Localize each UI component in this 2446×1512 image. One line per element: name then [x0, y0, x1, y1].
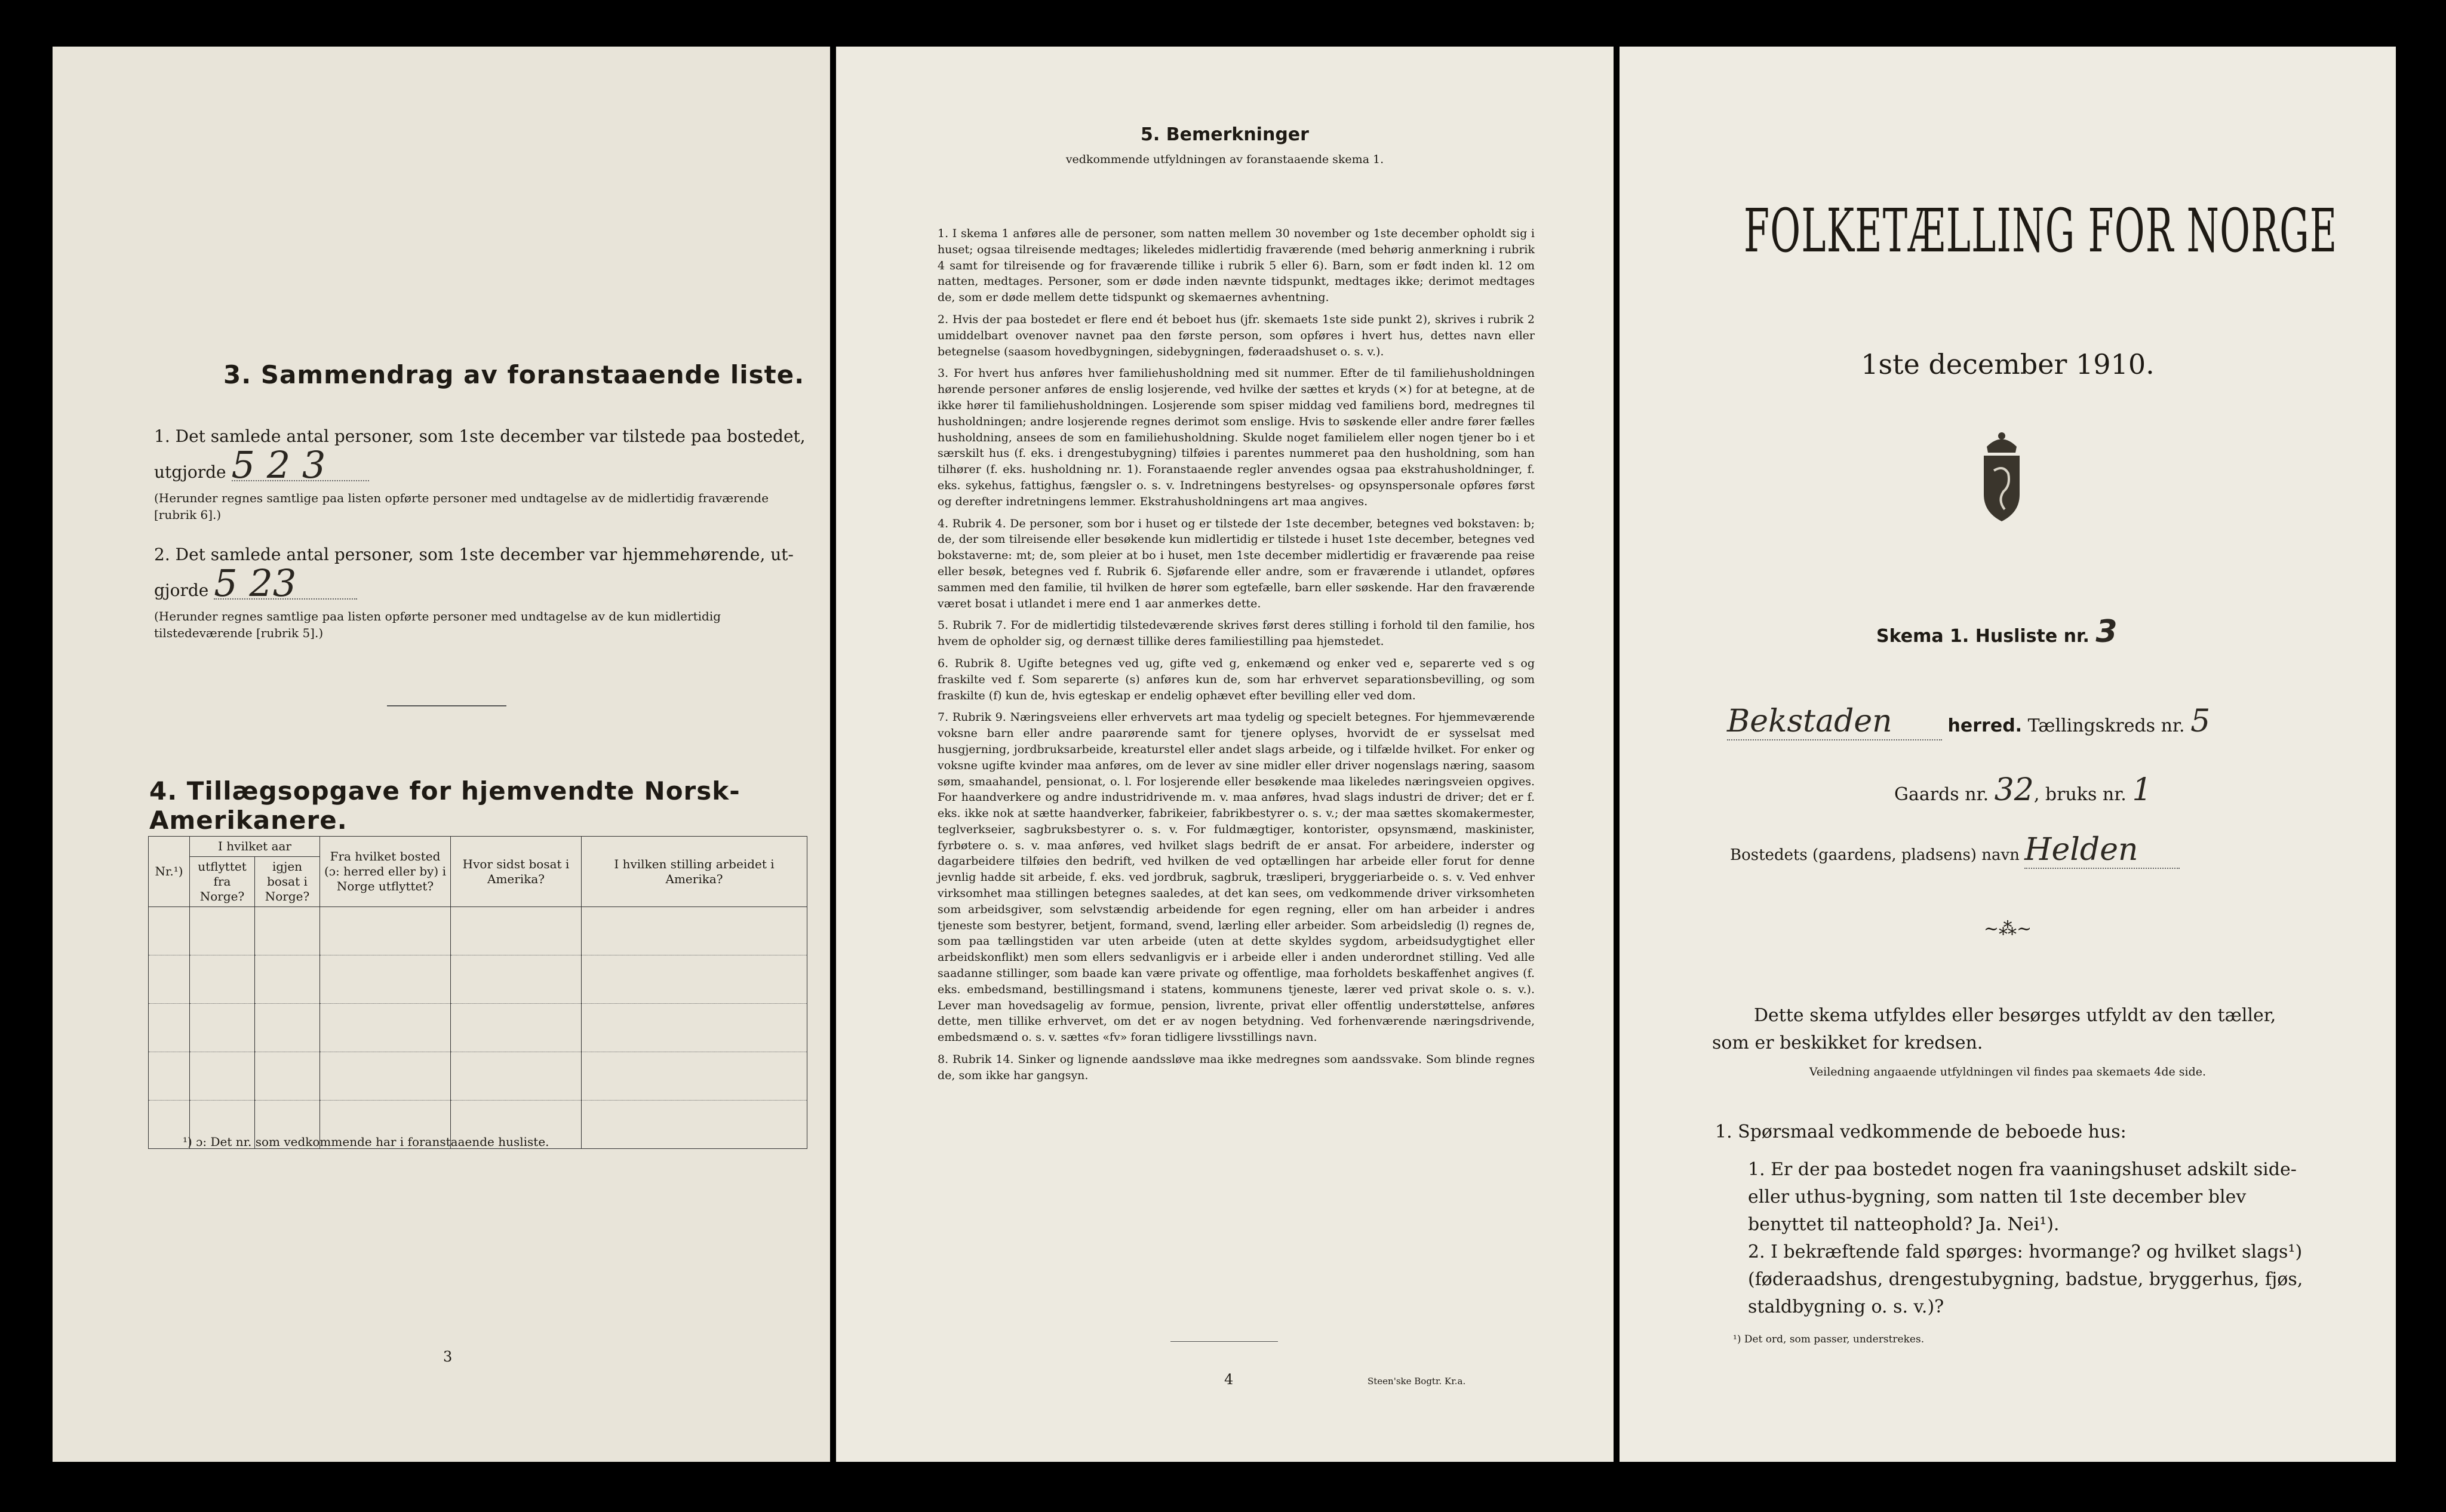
- table-row: [149, 1004, 807, 1052]
- intro-note: Veiledning angaaende utfyldningen vil findes paa skemaets 4de side.: [1809, 1065, 2207, 1078]
- page-number: 4: [1224, 1371, 1234, 1388]
- remark-paragraph: 3. For hvert hus anføres hver familiehusholdning med sit nummer. Efter de til familiehusholdningen hørende personer anføres de enslig losjerende, ved hvilke der sættes et kryds (×) for at betegne, at de ikke hører til familiehusholdningen. Losjerende som spiser middag ved familiens bord, medregnes til husholdningen; andre losjerende regnes derimot som enslige. Hvis to søskende eller andre fører fælles husholdning, ansees de som en familiehusholdning. Skulde noget familielem eller nogen tjener bo i et særskilt hus (f. eks. i drengestubygning) tilføies i parentes nummeret paa den husholdning, som han tilhører (f. eks. husholdning nr. 1). Foranstaaende regler anvendes ogsaa paa ekstrahusholdninger, f. eks. sykehus, fattighus, fængsler o. s. v. Indretningens bestyrelses- og opsynspersonale opføres først og derefter indretningens lemmer. Ekstrahusholdningens art maa angives.: [938, 367, 1535, 508]
- page-number: 3: [443, 1348, 453, 1365]
- col-group-year: I hvilket aar: [190, 837, 320, 857]
- gaards-label: Gaards nr.: [1894, 784, 1989, 805]
- remark-paragraph: 8. Rubrik 14. Sinker og lignende aandssløve maa ikke medregnes som aandssvake. Som blinde regnes de, som ikke har gangsyn.: [938, 1053, 1535, 1082]
- kreds-value: 5: [2190, 703, 2211, 739]
- question-heading: 1. Spørsmaal vedkommende de beboede hus:: [1715, 1121, 2127, 1142]
- page-1: [1620, 47, 2396, 1462]
- item-2-handwritten: 5 23: [214, 568, 357, 600]
- question-2: 2. I bekræftende fald spørges: hvormange? og hvilket slags¹) (føderaadshus, drengestubygning, badstue, bryggerhus, fjøs, staldbygning o. s. v.)?: [1748, 1241, 2303, 1317]
- ornament-icon: ~⁂~: [1983, 918, 2032, 939]
- bruks-label: , bruks nr.: [2033, 784, 2127, 805]
- item-1-prefix: utgjorde: [154, 462, 226, 482]
- printer-mark: Steen'ske Bogtr. Kr.a.: [1368, 1376, 1466, 1387]
- summary-item-1: [154, 423, 811, 523]
- bosted-label: Bostedets (gaardens, pladsens) navn: [1730, 846, 2020, 864]
- item-2-prefix: gjorde: [154, 580, 209, 600]
- divider: [1170, 1341, 1278, 1342]
- col-from: Fra hvilket bosted (ɔ: herred eller by) i Norge utflyttet?: [320, 837, 451, 907]
- remarks-list: [938, 226, 1535, 1090]
- remark-paragraph: 7. Rubrik 9. Næringsveiens eller erhvervets art maa tydelig og specielt betegnes. For hjemmeværende voksne barn eller andre paarørende samt for tjenere oplyses, hvorvidt de er sysselsat med husgjerning, jordbruksarbeide, kreaturstel eller andet slags arbeide, og i tilfælde hvilket. For enker og voksne ugifte kvinder maa anføres, om de lever av sine midler eller driver nogenslags næring, saasom søm, smaahandel, pensionat, o. l. For losjerende eller besøkende maa likeledes næringsveien opgives. For haandverkere og andre industridrivende m. v. maa anføres, hvad slags industri de driver; det er f. eks. ikke nok at sætte haandverker, fabrikeier, fabrikbestyrer o. s. v.; der maa sættes skomakermester, teglverkseier, sagbruksbestyrer o. s. v. For fuldmægtiger, kontorister, opsynsmænd, maskinister, fyrbøtere o. s. v. maa anføres, ved hvilket slags bedrift de er ansat. For arbeidere, inderster og dagarbeidere tilføies den bedrift, ved hvilken de ved optællingen har arbeide eller forut for denne jevnlig hadde sit arbeide, f. eks. ved jordbruk, sagbruk, træsliperi, bryggeriarbeide o. s. v. Ved enhver virksomhet maa stillingen betegnes saaledes, at det kan sees, om vedkommende driver virksomheten som arbeidsgiver, som selvstændig arbeidende for egen regning, eller om han arbeider i andres tjeneste som bestyrer, betjent, formand, svend, lærling eller arbeider. Som arbeidsledig (l) regnes de, som paa tællingstiden var uten arbeide (uten at dette skyldes sygdom, arbeidsudygtighet eller arbeidskonflikt) men som ellers sedvanligvis er i arbeide eller i anden underordnet stilling. Ved alle saadanne stillinger, som baade kan være private og offentlige, maa forholdets beskaffenhet angives (f. eks. embedsmand, bestillingsmand i statens, kommunens tjeneste, lærer ved privat skole o. s. v.). Lever man hovedsagelig av formue, pension, livrente, privat eller offentlig understøttelse, anføres dette, men tillike erhvervet, om det er av nogen betydning. Ved forhenværende næringsdrivende, embedsmænd o. s. v. sættes «fv» foran tidligere livsstillings navn.: [938, 711, 1535, 1044]
- summary-item-2: [154, 541, 811, 641]
- gaards-value: 32: [1994, 772, 2034, 808]
- remark-paragraph: 5. Rubrik 7. For de midlertidig tilstedeværende skrives først deres stilling i forhold til den familie, hos hvem de opholder sig, og dernæst tillike deres familiestilling paa hjemstedet.: [938, 619, 1535, 649]
- bosted-value: Helden: [2024, 832, 2180, 869]
- table-row: [149, 907, 807, 955]
- herred-value: Bekstaden: [1727, 703, 1942, 740]
- remark-paragraph: 2. Hvis der paa bostedet er flere end ét beboet hus (jfr. skemaets 1ste side punkt 2), skrives i rubrik 2 umiddelbart ovenover navnet paa den første person, som opføres i hvert hus, dettes navn eller betegnelse (saasom hovedbygningen, sidebygningen, føderaadshuset o. s. v.).: [938, 312, 1535, 358]
- remark-paragraph: 6. Rubrik 8. Ugifte betegnes ved ug, gifte ved g, enkemænd og enker ved e, separerte ved s og fraskilte ved f. Som separerte (s) anføres kun de, som har erhvervet separationsbevilling, og som fraskilte (f) kun de, hvis egteskap er endelig ophævet efter bevilling eller ved dom.: [938, 656, 1535, 702]
- remarks-subtitle: vedkommende utfyldningen av foranstaaende skema 1.: [1065, 153, 1384, 166]
- page-3: [53, 47, 830, 1462]
- bruks-value: 1: [2132, 772, 2152, 808]
- bosted-line: [1730, 832, 2180, 869]
- section-4-title: 4. Tillægsopgave for hjemvendte Norsk-Amerikanere.: [149, 776, 740, 835]
- norsk-amerikanere-table: [148, 836, 807, 1149]
- col-out: utflyttet fra Norge?: [190, 857, 255, 907]
- page-1-footnote: ¹) Det ord, som passer, understrekes.: [1733, 1333, 1925, 1345]
- section-3-title: 3. Sammendrag av foranstaaende liste.: [223, 360, 805, 389]
- item-2-note: (Herunder regnes samtlige paa listen opførte personer med undtagelse av de kun midlertidig tilstedeværende [rubrik 5].): [154, 609, 721, 640]
- col-where: Hvor sidst bosat i Amerika?: [451, 837, 582, 907]
- page-4: [836, 47, 1614, 1462]
- question-1: 1. Er der paa bostedet nogen fra vaaningshuset adskilt side- eller uthus-bygning, som natten til 1ste december blev benyttet til natteophold? Ja. Nei¹).: [1748, 1159, 2297, 1235]
- herred-label: herred.: [1947, 715, 2023, 736]
- table-footnote: ¹) ɔ: Det nr. som vedkommende har i foranstaaende husliste.: [183, 1135, 549, 1149]
- item-2-text: 2. Det samlede antal personer, som 1ste december var hjemmehørende, ut-: [154, 545, 794, 564]
- item-1-note: (Herunder regnes samtlige paa listen opførte personer med undtagelse av de midlertidig fraværende [rubrik 6].): [154, 491, 769, 522]
- col-nr: Nr.¹): [149, 837, 190, 907]
- table-row: [149, 1052, 807, 1101]
- herred-line: [1727, 703, 2348, 740]
- table-row: [149, 955, 807, 1004]
- schema-label: Skema 1. Husliste nr.: [1876, 626, 2089, 647]
- gaards-line: [1894, 772, 2152, 808]
- coat-of-arms-icon: [1969, 429, 2035, 524]
- col-job: I hvilken stilling arbeidet i Amerika?: [582, 837, 807, 907]
- husliste-number: 3: [2095, 614, 2118, 650]
- census-date: 1ste december 1910.: [1861, 348, 2155, 380]
- divider: [387, 705, 506, 706]
- kreds-label: Tællingskreds nr.: [2027, 715, 2185, 736]
- col-back: igjen bosat i Norge?: [255, 857, 320, 907]
- item-1-text: 1. Det samlede antal personer, som 1ste december var tilstede paa bostedet,: [154, 426, 806, 446]
- census-title: FOLKETÆLLING FOR NORGE: [1744, 196, 2338, 266]
- item-1-handwritten: 5 2 3: [232, 450, 369, 481]
- remark-paragraph: 1. I skema 1 anføres alle de personer, som natten mellem 30 november og 1ste december opholdt sig i huset; ogsaa tilreisende medtages; likeledes midlertidig fraværende (med behørig anmerkning i rubrik 4 samt for tilreisende og for fraværende tillike i rubrik 5 eller 6). Barn, som er født inden kl. 12 om natten, medtages. Personer, som er døde inden nævnte tidspunkt, medtages ikke; derimot medtages de, som er døde mellem dette tidspunkt og skemaernes avhentning.: [938, 227, 1535, 305]
- schema-line: [1876, 614, 2118, 650]
- remark-paragraph: 4. Rubrik 4. De personer, som bor i huset og er tilstede der 1ste december, betegnes ved bokstaven: b; de, der som tilreisende eller besøkende kun midlertidig er tilstede i huset 1ste december, betegnes ved bokstaverne: mt; de, som pleier at bo i huset, men 1ste december midlertidig er fraværende paa reise eller besøk, betegnes ved f. Rubrik 6. Sjøfarende eller andre, som er fraværende i utlandet, opføres sammen med den familie, til hvilken de hører som egtefælle, barn eller søskende. Har den fraværende været bosat i utlandet i mere end 1 aar anmerkes dette.: [938, 517, 1535, 610]
- remarks-title: 5. Bemerkninger: [1141, 124, 1309, 145]
- intro-text: Dette skema utfyldes eller besørges utfyldt av den tæller, som er beskikket for kredsen.: [1712, 1005, 2276, 1053]
